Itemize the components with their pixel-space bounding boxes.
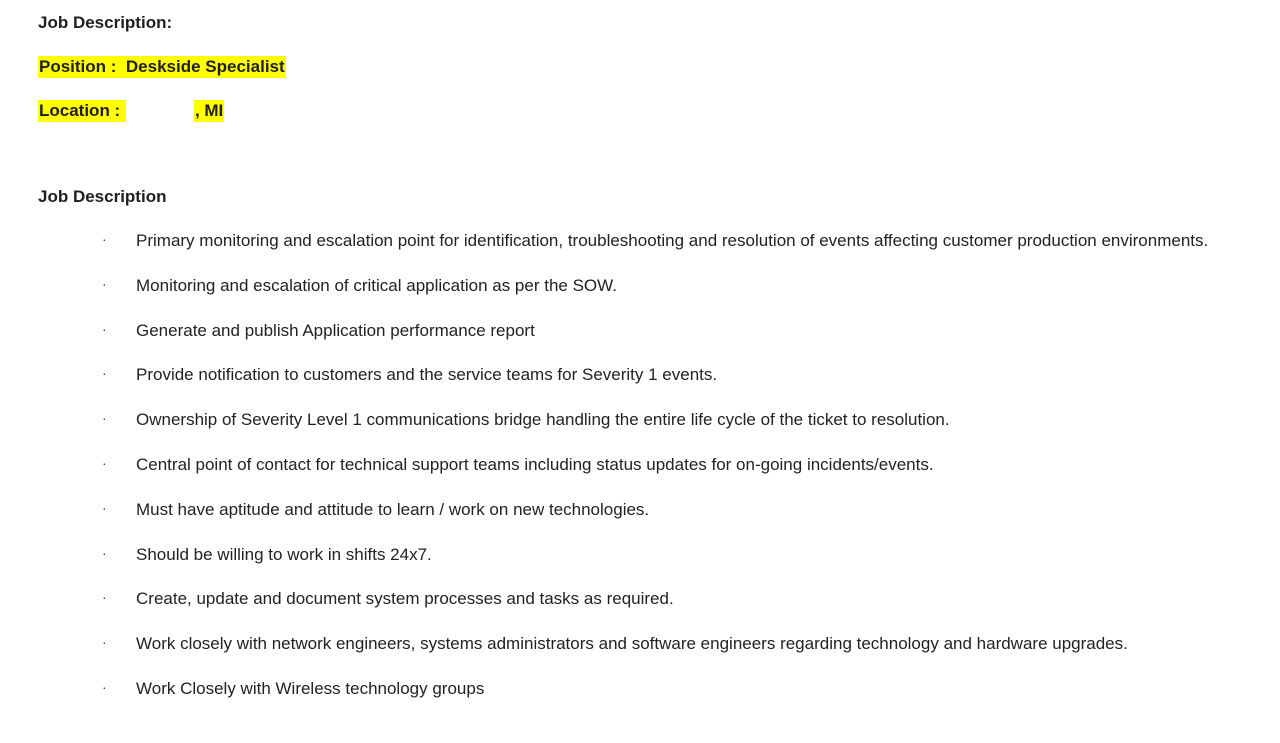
bullet-dot-icon: · [102, 589, 107, 606]
location-label: Location : [39, 101, 121, 120]
bullet-dot-icon: · [102, 544, 107, 561]
bullet-dot-icon: · [102, 320, 107, 337]
list-item [0, 363, 1280, 408]
list-item-text: Create, update and document system processes and tasks as required. [136, 589, 674, 609]
list-item [0, 632, 1280, 677]
list-item-text: Ownership of Severity Level 1 communications bridge handling the entire life cycle of the ticket to resolution. [136, 410, 950, 430]
list-item-text: Provide notification to customers and the service teams for Severity 1 events. [136, 365, 718, 385]
position-label: Position : [39, 57, 117, 76]
location-value: , MI [194, 101, 224, 120]
list-item [0, 677, 1280, 722]
location-label-highlight [38, 100, 126, 122]
list-item-text: Work closely with network engineers, systems administrators and software engineers regarding technology and hardware upgrades. [136, 634, 1128, 654]
position-value: Deskside Specialist [125, 57, 285, 76]
bullet-dot-icon: · [102, 275, 107, 292]
list-item-text: Should be willing to work in shifts 24x7. [136, 544, 432, 564]
bullet-dot-icon: · [102, 410, 107, 427]
list-item [0, 498, 1280, 543]
bullet-dot-icon: · [102, 678, 107, 695]
section-title: Job Description [38, 187, 167, 206]
list-item [0, 587, 1280, 632]
bullet-dot-icon: · [102, 231, 107, 247]
list-item-text: Work Closely with Wireless technology groups [136, 678, 485, 698]
list-item [0, 453, 1280, 498]
list-item [0, 229, 1280, 274]
list-item-text: Central point of contact for technical support teams including status updates for on-going incidents/events. [136, 454, 934, 474]
position-line [38, 57, 286, 77]
list-item [0, 274, 1280, 319]
location-line [38, 101, 224, 121]
list-item [0, 319, 1280, 364]
list-item-text: Must have aptitude and attitude to learn / work on new technologies. [136, 499, 650, 519]
list-item-text: Generate and publish Application performance report [136, 320, 535, 340]
list-item-text: Monitoring and escalation of critical application as per the SOW. [136, 275, 617, 295]
position-highlight [38, 56, 286, 78]
location-value-highlight [194, 100, 224, 122]
responsibilities-list [0, 229, 1280, 722]
list-item [0, 543, 1280, 588]
list-item-text: Primary monitoring and escalation point for identification, troubleshooting and resolution of events affecting customer production environments. [136, 231, 1209, 250]
bullet-dot-icon: · [102, 454, 107, 471]
page-title: Job Description: [38, 13, 173, 32]
bullet-dot-icon: · [102, 365, 107, 382]
bullet-dot-icon: · [102, 499, 107, 516]
bullet-dot-icon: · [102, 634, 107, 651]
list-item [0, 408, 1280, 453]
